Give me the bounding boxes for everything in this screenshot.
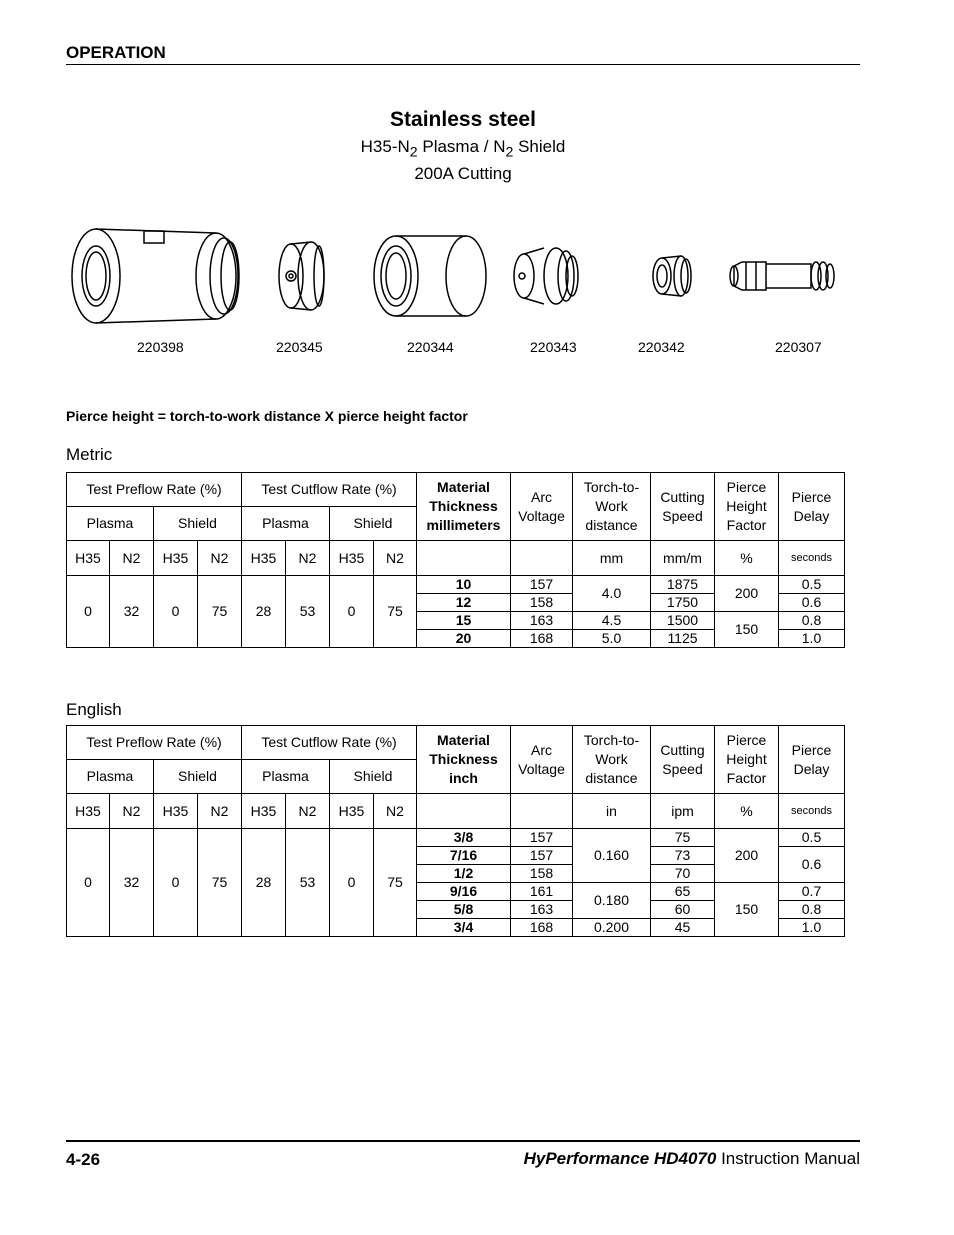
part-number-label: 220398 xyxy=(137,339,184,355)
ttw-cell: 4.0 xyxy=(573,576,651,612)
speed-cell: 1750 xyxy=(651,594,715,612)
preflow-header: Test Preflow Rate (%) xyxy=(67,726,242,760)
cutting-speed-header: Cutting Speed xyxy=(651,726,715,794)
part-number-label: 220342 xyxy=(638,339,685,355)
flow-value: 53 xyxy=(286,829,330,937)
torch-to-work-header: Torch-to- Work distance xyxy=(573,473,651,541)
delay-cell: 0.8 xyxy=(779,612,845,630)
plasma-header: Plasma xyxy=(67,760,154,794)
phf-unit: % xyxy=(715,794,779,829)
speed-cell: 60 xyxy=(651,901,715,919)
gas-header: H35 xyxy=(242,794,286,829)
english-cut-chart-table xyxy=(66,725,845,937)
thickness-cell: 10 xyxy=(417,576,511,594)
gas-header: N2 xyxy=(374,541,417,576)
footer-rule xyxy=(66,1140,860,1142)
flow-value: 53 xyxy=(286,576,330,648)
thickness-cell: 3/8 xyxy=(417,829,511,847)
delay-cell: 0.8 xyxy=(779,901,845,919)
gas-header: H35 xyxy=(242,541,286,576)
shield-header: Shield xyxy=(154,760,242,794)
flow-value: 0 xyxy=(330,829,374,937)
delay-unit: seconds xyxy=(779,794,845,829)
thickness-cell: 5/8 xyxy=(417,901,511,919)
part-number-label: 220345 xyxy=(276,339,323,355)
thickness-cell: 15 xyxy=(417,612,511,630)
torch-to-work-header: Torch-to- Work distance xyxy=(573,726,651,794)
arc-unit xyxy=(511,541,573,576)
pierce-height-factor-header: Pierce Height Factor xyxy=(715,473,779,541)
gas-header: H35 xyxy=(330,541,374,576)
plasma-header: Plasma xyxy=(67,507,154,541)
cutflow-header: Test Cutflow Rate (%) xyxy=(242,473,417,507)
flow-value: 75 xyxy=(374,829,417,937)
shield-header: Shield xyxy=(330,507,417,541)
shield-drawing xyxy=(279,242,324,310)
gas-header: N2 xyxy=(198,794,242,829)
delay-cell: 1.0 xyxy=(779,919,845,937)
cutting-speed-header: Cutting Speed xyxy=(651,473,715,541)
gas-header: N2 xyxy=(110,794,154,829)
thickness-cell: 9/16 xyxy=(417,883,511,901)
flow-value: 32 xyxy=(110,576,154,648)
thickness-unit xyxy=(417,541,511,576)
delay-cell: 0.6 xyxy=(779,594,845,612)
thickness-cell: 7/16 xyxy=(417,847,511,865)
flow-value: 75 xyxy=(198,829,242,937)
gas-subtitle: $H35-N_2$ Plasma / $N_2$ Shield xyxy=(360,137,566,161)
gas-header: H35 xyxy=(330,794,374,829)
arc-cell: 157 xyxy=(511,847,573,865)
pierce-height-factor-header: Pierce Height Factor xyxy=(715,726,779,794)
arc-cell: 161 xyxy=(511,883,573,901)
pierce-delay-header: Pierce Delay xyxy=(779,473,845,541)
arc-cell: 158 xyxy=(511,865,573,883)
arc-cell: 168 xyxy=(511,919,573,937)
manual-title: HyPerformance HD4070 Instruction Manual xyxy=(523,1149,860,1168)
phf-unit: % xyxy=(715,541,779,576)
retaining-cap-drawing xyxy=(374,236,486,316)
flow-value: 75 xyxy=(198,576,242,648)
speed-cell: 45 xyxy=(651,919,715,937)
shield-cap-drawing xyxy=(72,229,239,323)
pierce-delay-header: Pierce Delay xyxy=(779,726,845,794)
delay-cell: 0.5 xyxy=(779,576,845,594)
swirl-ring-drawing xyxy=(653,256,691,296)
preflow-header: Test Preflow Rate (%) xyxy=(67,473,242,507)
gas-header: N2 xyxy=(110,541,154,576)
speed-cell: 1875 xyxy=(651,576,715,594)
arc-unit xyxy=(511,794,573,829)
ttw-cell: 5.0 xyxy=(573,630,651,648)
ttw-cell: 0.200 xyxy=(573,919,651,937)
speed-cell: 70 xyxy=(651,865,715,883)
arc-voltage-header: Arc Voltage xyxy=(511,726,573,794)
arc-cell: 157 xyxy=(511,829,573,847)
ttw-cell: 4.5 xyxy=(573,612,651,630)
ttw-cell: 0.160 xyxy=(573,829,651,883)
delay-cell: 0.6 xyxy=(779,847,845,883)
part-number-label: 220344 xyxy=(407,339,454,355)
flow-value: 28 xyxy=(242,576,286,648)
speed-unit: mm/m xyxy=(651,541,715,576)
ttw-unit: in xyxy=(573,794,651,829)
speed-cell: 1125 xyxy=(651,630,715,648)
thickness-cell: 20 xyxy=(417,630,511,648)
phf-cell: 200 xyxy=(715,829,779,883)
arc-cell: 168 xyxy=(511,630,573,648)
gas-header: N2 xyxy=(286,541,330,576)
flow-value: 0 xyxy=(330,576,374,648)
flow-value: 0 xyxy=(154,829,198,937)
section-header: OPERATION xyxy=(66,43,166,62)
speed-cell: 65 xyxy=(651,883,715,901)
english-label: English xyxy=(66,700,122,719)
thickness-cell: 1/2 xyxy=(417,865,511,883)
thickness-cell: 12 xyxy=(417,594,511,612)
header-rule xyxy=(66,64,860,65)
shield-header: Shield xyxy=(330,760,417,794)
gas-header: N2 xyxy=(198,541,242,576)
plasma-header: Plasma xyxy=(242,760,330,794)
plasma-header: Plasma xyxy=(242,507,330,541)
thickness-cell: 3/4 xyxy=(417,919,511,937)
gas-header: N2 xyxy=(286,794,330,829)
gas-header: N2 xyxy=(374,794,417,829)
gas-header: H35 xyxy=(67,794,110,829)
arc-cell: 158 xyxy=(511,594,573,612)
metric-label: Metric xyxy=(66,445,113,464)
arc-cell: 157 xyxy=(511,576,573,594)
phf-cell: 150 xyxy=(715,612,779,648)
arc-voltage-header: Arc Voltage xyxy=(511,473,573,541)
pierce-height-formula: Pierce height = torch-to-work distance X pierce height factor xyxy=(66,408,468,424)
thickness-unit xyxy=(417,794,511,829)
part-number-label: 220307 xyxy=(775,339,822,355)
material-title: Stainless steel xyxy=(390,108,536,131)
gas-header: H35 xyxy=(154,541,198,576)
metric-cut-chart-table xyxy=(66,472,845,648)
speed-cell: 1500 xyxy=(651,612,715,630)
delay-cell: 0.5 xyxy=(779,829,845,847)
flow-value: 0 xyxy=(154,576,198,648)
ttw-unit: mm xyxy=(573,541,651,576)
ttw-cell: 0.180 xyxy=(573,883,651,919)
nozzle-drawing xyxy=(514,248,578,304)
delay-cell: 1.0 xyxy=(779,630,845,648)
delay-cell: 0.7 xyxy=(779,883,845,901)
arc-cell: 163 xyxy=(511,612,573,630)
phf-cell: 150 xyxy=(715,883,779,937)
phf-cell: 200 xyxy=(715,576,779,612)
shield-header: Shield xyxy=(154,507,242,541)
thickness-header: Material Thickness inch xyxy=(417,726,511,794)
process-subtitle: 200A Cutting xyxy=(414,164,512,183)
page-number: 4-26 xyxy=(66,1150,101,1169)
cutflow-header: Test Cutflow Rate (%) xyxy=(242,726,417,760)
flow-value: 28 xyxy=(242,829,286,937)
thickness-header: Material Thickness millimeters xyxy=(417,473,511,541)
gas-header: H35 xyxy=(154,794,198,829)
part-number-label: 220343 xyxy=(530,339,577,355)
speed-cell: 75 xyxy=(651,829,715,847)
delay-unit: seconds xyxy=(779,541,845,576)
gas-header: H35 xyxy=(67,541,110,576)
speed-unit: ipm xyxy=(651,794,715,829)
consumable-parts-illustration xyxy=(66,220,860,340)
flow-value: 0 xyxy=(67,829,110,937)
flow-value: 32 xyxy=(110,829,154,937)
arc-cell: 163 xyxy=(511,901,573,919)
flow-value: 75 xyxy=(374,576,417,648)
speed-cell: 73 xyxy=(651,847,715,865)
electrode-drawing xyxy=(730,262,834,290)
table-row xyxy=(67,829,845,847)
table-row xyxy=(67,576,845,594)
flow-value: 0 xyxy=(67,576,110,648)
